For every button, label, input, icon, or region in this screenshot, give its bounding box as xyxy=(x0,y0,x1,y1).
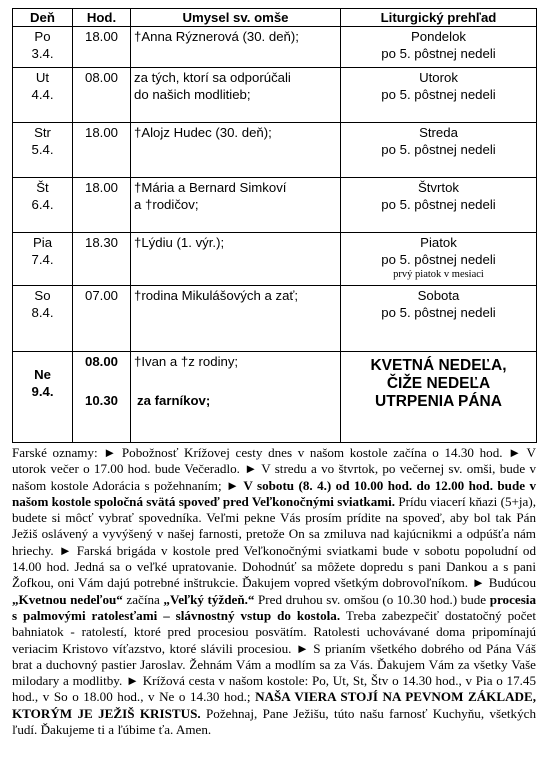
day-date: 7.4. xyxy=(31,252,54,267)
liturgy-cell xyxy=(341,123,537,178)
announcement-segment: začína xyxy=(122,591,164,607)
table-row-sunday xyxy=(13,352,537,443)
announcement-segment: „Kvetnou nedeľou“ xyxy=(12,591,123,607)
liturgy-title: KVETNÁ NEDEĽA, xyxy=(370,357,507,374)
day-date: 8.4. xyxy=(31,305,54,320)
announcement-segment: Pred druhou sv. omšou (o 10.30 hod.) bude xyxy=(254,591,490,607)
day-name: So xyxy=(34,288,51,303)
time-cell: 18.00 xyxy=(73,123,131,178)
liturgy-cell xyxy=(341,27,537,68)
liturgy-title: ČIŽE NEDEĽA xyxy=(386,375,491,392)
header-intention: Umysel sv. omše xyxy=(131,9,341,27)
intention-line: †Ivan a †z rodiny; xyxy=(134,354,239,369)
day-name: Str xyxy=(34,125,51,140)
parish-announcements xyxy=(12,445,536,738)
day-cell xyxy=(13,178,73,233)
table-header-row xyxy=(13,9,537,27)
liturgy-day: Sobota xyxy=(417,288,460,303)
liturgy-day: Streda xyxy=(419,125,458,140)
liturgy-day: Piatok xyxy=(420,235,457,250)
announcement-segment: NAŠA VIERA STOJÍ NA PEVNOM ZÁKLADE, KTORÝM JE JEŽIŠ KRISTUS. xyxy=(12,689,536,721)
day-name: Pia xyxy=(32,235,53,250)
time-second: 10.30 xyxy=(84,393,118,408)
table-row xyxy=(13,286,537,352)
announcement-segment: Farské oznamy: ► Pobožnosť Krížovej cesty dnes v našom kostole začína o 14.30 hod. ► V utorok večer o 17.00 hod. bude Večeradlo. ► V stredu a vo štvrtok, po večernej sv. omši, bude v našom kostole Adorácia s požehnaním; ► xyxy=(12,445,536,493)
day-name: Po xyxy=(34,29,51,44)
table-row xyxy=(13,123,537,178)
day-cell xyxy=(13,233,73,286)
intention-line: †Anna Rýznerová (30. deň); xyxy=(134,29,299,44)
time-cell: 18.00 xyxy=(73,27,131,68)
day-name: Ut xyxy=(35,70,50,85)
intention-cell xyxy=(131,123,341,178)
intention-cell xyxy=(131,68,341,123)
liturgy-cell xyxy=(341,233,537,286)
table-row xyxy=(13,178,537,233)
day-cell xyxy=(13,27,73,68)
bulletin-sheet xyxy=(12,8,547,738)
intention-cell xyxy=(131,233,341,286)
intention-line: †Alojz Hudec (30. deň); xyxy=(134,125,272,140)
liturgy-day: Utorok xyxy=(419,70,458,85)
liturgy-week: po 5. pôstnej nedeli xyxy=(381,46,496,61)
day-date: 6.4. xyxy=(31,197,54,212)
intention-line: †Mária a Bernard Simkoví xyxy=(134,180,287,195)
intention-cell xyxy=(131,27,341,68)
announcement-segment: procesia s palmovými ratolesťami – slávnostný vstup do kostola. xyxy=(12,591,536,623)
liturgy-cell xyxy=(341,68,537,123)
liturgy-day: Pondelok xyxy=(411,29,466,44)
liturgy-week: po 5. pôstnej nedeli xyxy=(381,142,496,157)
announcement-segment: Prídu viacerí kňazi (5+ja), budete si môcť vybrať spovedníka. Veľmi pekne Vás prosím prídite na spoveď, aby bol tak Pán Ježiš oslávený a vyvýšený v našej farnosti, pretože On sa zmiluva nad kajúcnikmi a odpúšťa nám hriechy. ► Farská brigáda v kostole pred Veľkonočnými sviatkami bude v sobotu popoludní od 14.00 hod. Jedná sa o veľké upratovanie. Dohodnúť sa môžete dopredu s pani Dankou a s pani Žofkou, oni Vám dajú potrebné inštrukcie. Ďakujem vopred všetkým dobrovoľníkom. ► Budúcou xyxy=(12,493,536,591)
header-day: Deň xyxy=(13,9,73,27)
intention-line: †Lýdiu (1. výr.); xyxy=(134,235,225,250)
mass-schedule-table xyxy=(12,8,537,443)
announcement-segment: V sobotu (8. 4.) od 10.00 hod. do 12.00 hod. bude v našom kostole spoločná svätá spoveď pred Veľkonočnými sviatkami. xyxy=(12,477,536,509)
day-cell xyxy=(13,123,73,178)
table-row xyxy=(13,68,537,123)
liturgy-cell xyxy=(341,286,537,352)
table-row xyxy=(13,27,537,68)
intention-cell xyxy=(131,286,341,352)
liturgy-week: po 5. pôstnej nedeli xyxy=(381,87,496,102)
day-cell xyxy=(13,286,73,352)
first-friday-note: prvý piatok v mesiaci xyxy=(393,269,484,280)
intention-cell xyxy=(131,352,341,443)
time-cell: 07.00 xyxy=(73,286,131,352)
day-name: Ne xyxy=(34,367,51,382)
announcement-segment: „Veľký týždeň.“ xyxy=(163,591,255,607)
intention-line: do našich modlitieb; xyxy=(134,87,251,102)
intention-line: za farníkov; xyxy=(137,393,211,408)
day-date: 9.4. xyxy=(31,384,54,399)
announcement-segment: Požehnaj, Pane Ježišu, túto našu farnosť Kuchyňu, všetkých ľudí. Ďakujeme ti a ľúbime ťa. Amen. xyxy=(12,705,536,738)
liturgy-week: po 5. pôstnej nedeli xyxy=(381,197,496,212)
intention-line: †rodina Mikulášových a zať; xyxy=(134,288,299,303)
day-cell xyxy=(13,352,73,443)
liturgy-week: po 5. pôstnej nedeli xyxy=(381,305,496,320)
time-cell: 18.00 xyxy=(73,178,131,233)
day-date: 3.4. xyxy=(31,46,54,61)
liturgy-day: Štvrtok xyxy=(417,180,460,195)
table-row xyxy=(13,233,537,286)
time-cell: 08.00 xyxy=(73,68,131,123)
time-cell xyxy=(73,352,131,443)
intention-cell xyxy=(131,178,341,233)
intention-line: za tých, ktorí sa odporúčali xyxy=(134,70,291,85)
liturgy-week: po 5. pôstnej nedeli xyxy=(381,252,496,267)
header-time: Hod. xyxy=(73,9,131,27)
day-date: 5.4. xyxy=(31,142,54,157)
header-liturgy: Liturgický prehľad xyxy=(341,9,537,27)
time-cell: 18.30 xyxy=(73,233,131,286)
liturgy-cell xyxy=(341,352,537,443)
announcement-segment: Treba zabezpečiť dostatočný počet bahniatok - ratolestí, ktoré pred procesiou posvätím. Ratolesti uchovávané doma pripomínajú veriacim Kristovo víťazstvo, ktoré slávili procesiou. ► S prianím všetkého dobrého od Pána Váš brat a duchovný pastier Jaroslav. Žehnám Vám a modlím sa za Vás. Ďakujem Vám za všetky Vaše milodary a modlitby. ► Krížová cesta v našom kostole: Po, Ut, St, Štv o 14.30 hod., v Pia o 17.45 hod., v So o 18.00 hod., v Ne o 14.30 hod.; xyxy=(12,607,536,705)
time-first: 08.00 xyxy=(84,354,118,369)
day-date: 4.4. xyxy=(31,87,54,102)
liturgy-cell xyxy=(341,178,537,233)
day-cell xyxy=(13,68,73,123)
day-name: Št xyxy=(36,180,49,195)
liturgy-title: UTRPENIA PÁNA xyxy=(375,393,502,410)
intention-line: a †rodičov; xyxy=(134,197,199,212)
